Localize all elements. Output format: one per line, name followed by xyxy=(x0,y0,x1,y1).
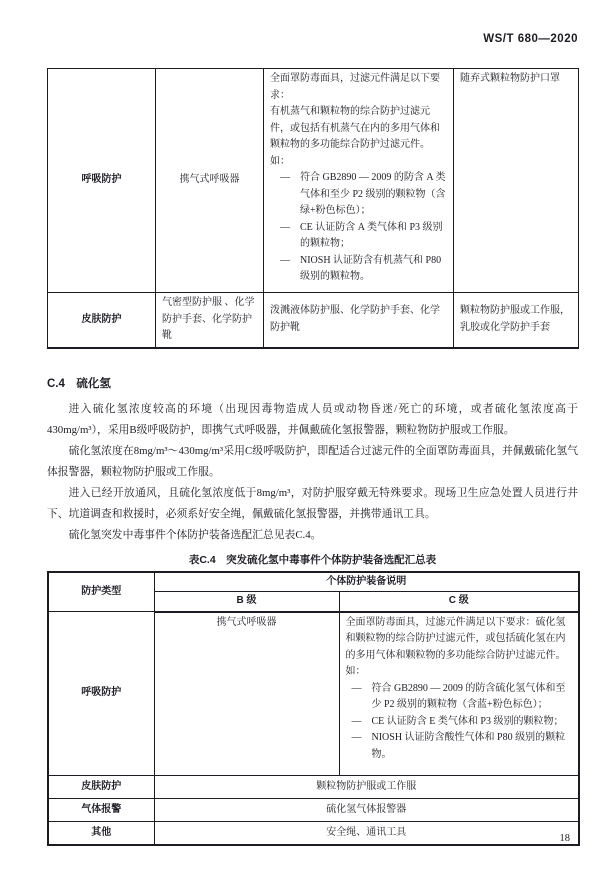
row-gas-alarm xyxy=(48,799,579,822)
section-heading-c4: C.4 硫化氢 xyxy=(47,377,111,390)
level-c-bullet xyxy=(270,220,447,253)
bullet-text: CE 认证防含 E 类气体和 P3 级别的颗粒物； xyxy=(371,715,564,727)
skin-value: 颗粒物防护服或工作服 xyxy=(154,776,579,799)
breathing-c-cell xyxy=(339,612,579,776)
table-c3-continued xyxy=(47,68,579,349)
bullet-text: NIOSH 认证防含有机蒸气和 P80 级别的颗粒物。 xyxy=(300,254,442,282)
c-cell-bullet xyxy=(346,714,573,731)
table-row-breathing xyxy=(48,69,579,293)
table-c4 xyxy=(47,571,580,846)
c-cell-bullet xyxy=(346,681,573,714)
table-c4-caption: 表C.4 突发硫化氢中毒事件个体防护装备选配汇总表 xyxy=(188,553,437,566)
dash-marker: — xyxy=(351,715,362,727)
breathing-level-d-cell: 随弃式颗粒物防护口罩 xyxy=(454,69,579,293)
skin-level-c-cell: 泼溅液体防护服、化学防护手套、化学防护靴 xyxy=(264,293,454,348)
dash-marker: — xyxy=(351,682,362,694)
level-c-bullet xyxy=(270,170,447,220)
skin-level-b-cell: 气密型防护服 、化学防护手套、化学防护靴 xyxy=(156,293,264,348)
level-c-para2: 有机蒸气和颗粒物的综合防护过滤元件，或包括有机蒸气在内的多用气体和颗粒物的多功能综合防护过滤元件。 xyxy=(270,106,440,150)
dash-marker: — xyxy=(280,221,290,233)
c-cell-intro: 全面罩防毒面具，过滤元件满足以下要求：硫化氢和颗粒物的综合防护过滤元件，或包括硫化氢在内的多用气体和颗粒物的多功能综合防护过滤元件。如： xyxy=(345,616,566,677)
level-c-para3: 如： xyxy=(270,155,290,167)
header-row-1 xyxy=(48,572,579,592)
skin-label: 皮肤防护 xyxy=(48,776,154,799)
skin-protection-label: 皮肤防护 xyxy=(48,293,156,348)
bullet-text: 符合 GB2890 — 2009 的防含 A 类气体和至少 P2 级别的颗粒物（含绿+粉色标色）； xyxy=(300,172,446,216)
dash-marker: — xyxy=(280,254,290,266)
other-value: 安全绳、通讯工具 xyxy=(154,822,579,845)
breathing-level-b-cell: 携气式呼吸器 xyxy=(156,69,264,293)
row-breathing xyxy=(48,612,579,776)
paragraph: 进入硫化氢浓度较高的环境（出现因毒物造成人员或动物昏迷/死亡的环境，或者硫化氢浓度高于430mg/m³），采用B级呼吸防护，即携气式呼吸器，并佩戴硫化氢报警器，颗粒物防护服或工作服。 xyxy=(47,402,578,436)
c-cell-bullet xyxy=(346,730,573,763)
gas-alarm-label: 气体报警 xyxy=(48,799,154,822)
dash-marker: — xyxy=(351,732,362,743)
skin-level-d-cell: 颗粒物防护服或工作服，乳胶或化学防护手套 xyxy=(454,293,579,348)
breathing-protection-label: 呼吸防护 xyxy=(48,69,156,293)
header-level-c: C 级 xyxy=(339,592,579,612)
dash-marker: — xyxy=(280,172,290,183)
bullet-text: 符合 GB2890 — 2009 的防含硫化氢气体和至少 P2 级别的颗粒物（含蓝+粉色标色）； xyxy=(371,682,566,710)
section-body xyxy=(47,399,578,546)
bullet-text: CE 认证防含 A 类气体和 P3 级别的颗粒物； xyxy=(300,221,443,249)
page-number: 18 xyxy=(559,833,570,844)
paragraph: 进入已经开放通风，且硫化氢浓度低于8mg/m³，对防护服穿戴无特殊要求。现场卫生应急处置人员进行井下、坑道调查和救援时，必须系好安全绳，佩戴硫化氢报警器，并携带通讯工具。 xyxy=(47,486,578,520)
paragraph: 硫化氢突发中毒事件个体防护装备选配汇总见表C.4。 xyxy=(68,528,322,541)
page-content xyxy=(47,68,578,846)
level-c-bullet xyxy=(270,253,447,286)
row-skin xyxy=(48,776,579,799)
doc-number: WS/T 680—2020 xyxy=(483,33,578,45)
level-c-para1: 全面罩防毒面具，过滤元件满足以下要求： xyxy=(270,73,440,101)
breathing-b-cell: 携气式呼吸器 xyxy=(154,612,339,776)
other-label: 其他 xyxy=(48,822,154,845)
breathing-level-c-cell xyxy=(264,69,454,293)
bullet-text: NIOSH 认证防含酸性气体和 P80 级别的颗粒物。 xyxy=(371,732,566,760)
gas-alarm-value: 硫化氢气体报警器 xyxy=(154,799,579,822)
header-equipment-note: 个体防护装备说明 xyxy=(154,572,579,592)
breathing-label: 呼吸防护 xyxy=(48,612,154,776)
table-row-skin xyxy=(48,293,579,348)
header-level-b: B 级 xyxy=(154,592,339,612)
header-protection-type: 防护类型 xyxy=(48,572,154,612)
paragraph: 硫化氢浓度在8mg/m³～430mg/m³采用C级呼吸防护，即配适合过滤元件的全面罩防毒面具，并佩戴硫化氢气体报警器，颗粒物防护服或工作服。 xyxy=(47,444,578,478)
row-other xyxy=(48,822,579,845)
